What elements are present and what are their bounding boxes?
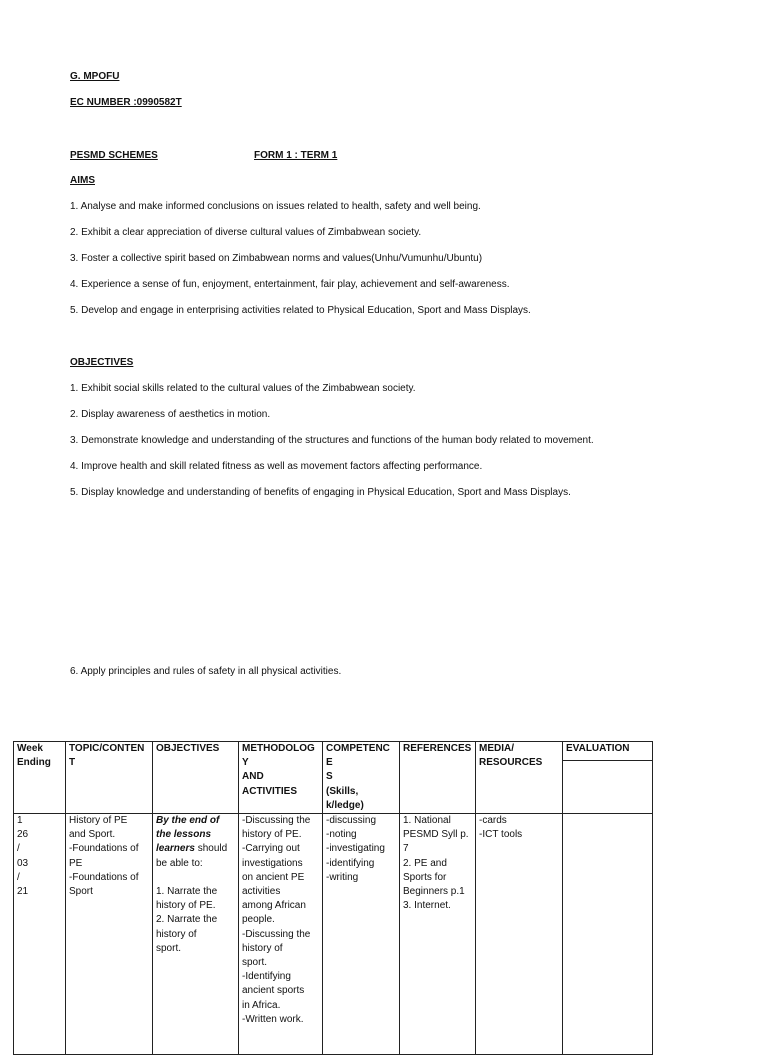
cell-line: 3. Internet. (403, 900, 451, 912)
cell-line: S (326, 771, 333, 783)
cell-line: 03 (17, 857, 29, 869)
cell-references (400, 814, 476, 1055)
cell-line: Ending (17, 757, 51, 769)
scheme-title: PESMD SCHEMES (70, 150, 158, 161)
objective-item: 5. Display knowledge and understanding of benefits of engaging in Physical Education, Sport and Mass Displays. (70, 487, 571, 498)
cell-line: REFERENCES (403, 743, 472, 754)
cell-line: people. (242, 914, 275, 926)
cell-media (476, 814, 563, 1055)
cell-line: investigations (242, 857, 303, 869)
cell-line: -Foundations of (69, 871, 139, 883)
cell-line: ancient sports (242, 985, 305, 997)
aim-item: 1. Analyse and make informed conclusions on issues related to health, safety and well being. (70, 201, 481, 212)
cell-line: OBJECTIVES (156, 743, 220, 754)
cell-line: -Written work. (242, 1013, 304, 1025)
cell-topic (66, 814, 153, 1055)
header-evaluation (563, 742, 653, 761)
cell-line: 21 (17, 886, 29, 898)
header-competences (323, 742, 400, 814)
cell-line: -identifying (326, 857, 375, 869)
cell-line: Beginners p.1 (403, 886, 465, 898)
objective-item: 1. Exhibit social skills related to the cultural values of the Zimbabwean society. (70, 383, 416, 394)
cell-evaluation (563, 814, 653, 1055)
cell-line: history of (242, 942, 283, 954)
header-media (476, 742, 563, 814)
objective-item: 2. Display awareness of aesthetics in motion. (70, 409, 271, 420)
cell-line: -Discussing the (242, 815, 311, 827)
cell-line: 2. Narrate the (156, 914, 218, 926)
table-row (14, 814, 653, 1055)
cell-line: 1. National (403, 815, 451, 827)
cell-line: History of PE (69, 815, 128, 827)
aim-item: 3. Foster a collective spirit based on Zimbabwean norms and values(Unhu/Vumunhu/Ubuntu) (70, 253, 483, 264)
objectives-intro-line: the lessons (156, 829, 212, 841)
cell-methodology (239, 814, 323, 1055)
cell-line: TOPIC/CONTEN (69, 743, 145, 754)
cell-line: history of PE. (156, 900, 216, 912)
cell-line: 7 (403, 843, 409, 855)
objectives-intro (156, 814, 235, 857)
aim-item: 4. Experience a sense of fun, enjoyment, entertainment, fair play, achievement and self-awareness. (70, 279, 510, 290)
cell-line: -cards (479, 815, 507, 827)
cell-line: (Skills, (326, 785, 359, 797)
aims-heading: AIMS (70, 175, 95, 186)
cell-line: / (17, 871, 20, 883)
objectives-intro-line: By the end of (156, 815, 220, 827)
objectives-list (70, 383, 594, 513)
cell-line: -writing (326, 871, 359, 883)
objective-6: 6. Apply principles and rules of safety in all physical activities. (70, 666, 342, 677)
author-name: G. MPOFU (70, 71, 120, 82)
cell-line: Y (242, 757, 249, 769)
objective-item: 3. Demonstrate knowledge and understanding of the structures and functions of the human body related to movement. (70, 435, 594, 446)
cell-line: sport. (242, 957, 268, 969)
cell-line: and Sport. (69, 829, 116, 841)
cell-line: sport. (156, 942, 182, 954)
cell-line: / (17, 843, 20, 855)
cell-line: AND (242, 771, 264, 783)
header-week (14, 742, 66, 814)
form-term: FORM 1 : TERM 1 (254, 150, 338, 161)
cell-line: METHODOLOG (242, 743, 315, 754)
cell-line: -ICT tools (479, 829, 523, 841)
aim-item: 2. Exhibit a clear appreciation of diverse cultural values of Zimbabwean society. (70, 227, 422, 238)
cell-line: on ancient PE (242, 871, 305, 883)
cell-line: 2. PE and (403, 857, 447, 869)
cell-line: 1. Narrate the (156, 886, 218, 898)
cell-line: PE (69, 857, 83, 869)
cell-line (156, 871, 235, 885)
cell-line: T (69, 757, 76, 769)
cell-line: Sports for (403, 871, 447, 883)
header-objectives (153, 742, 239, 814)
cell-line: COMPETENCE (326, 743, 390, 769)
aim-item: 5. Develop and engage in enterprising activities related to Physical Education, Sport and Mass Displays. (70, 305, 531, 316)
cell-line: activities (242, 886, 281, 898)
cell-competences (323, 814, 400, 1055)
cell-line: Week (17, 743, 43, 754)
cell-line: among African (242, 900, 306, 912)
cell-line: RESOURCES (479, 757, 543, 769)
ec-number: EC NUMBER :0990582T (70, 97, 182, 108)
objectives-heading: OBJECTIVES (70, 357, 134, 368)
cell-line: PESMD Syll p. (403, 829, 469, 841)
cell-line: be able to: (156, 857, 203, 869)
aims-list (70, 201, 531, 331)
header-methodology (239, 742, 323, 814)
cell-line: -Discussing the (242, 928, 311, 940)
cell-line: -Foundations of (69, 843, 139, 855)
cell-line: -noting (326, 829, 357, 841)
cell-line: MEDIA/ (479, 743, 514, 754)
cell-line: EVALUATION (566, 743, 630, 754)
cell-line: k/ledge) (326, 799, 364, 811)
header-references (400, 742, 476, 814)
objectives-intro-line: learners should (156, 843, 228, 855)
cell-week (14, 814, 66, 1055)
cell-objectives (153, 814, 239, 1055)
cell-line: -Identifying (242, 971, 291, 983)
scheme-table (13, 741, 653, 1055)
cell-line: history of (156, 928, 197, 940)
cell-line: -investigating (326, 843, 385, 855)
cell-line: Sport (69, 886, 93, 898)
header-evaluation-sub (563, 761, 653, 814)
cell-line: -discussing (326, 815, 377, 827)
table-header-row (14, 742, 653, 761)
cell-line: -Carrying out (242, 843, 300, 855)
cell-line: ACTIVITIES (242, 785, 298, 797)
cell-line: in Africa. (242, 999, 281, 1011)
objective-item: 4. Improve health and skill related fitness as well as movement factors affecting performance. (70, 461, 483, 472)
cell-line: history of PE. (242, 829, 302, 841)
cell-line: 1 (17, 815, 23, 827)
header-topic (66, 742, 153, 814)
cell-line: 26 (17, 829, 29, 841)
